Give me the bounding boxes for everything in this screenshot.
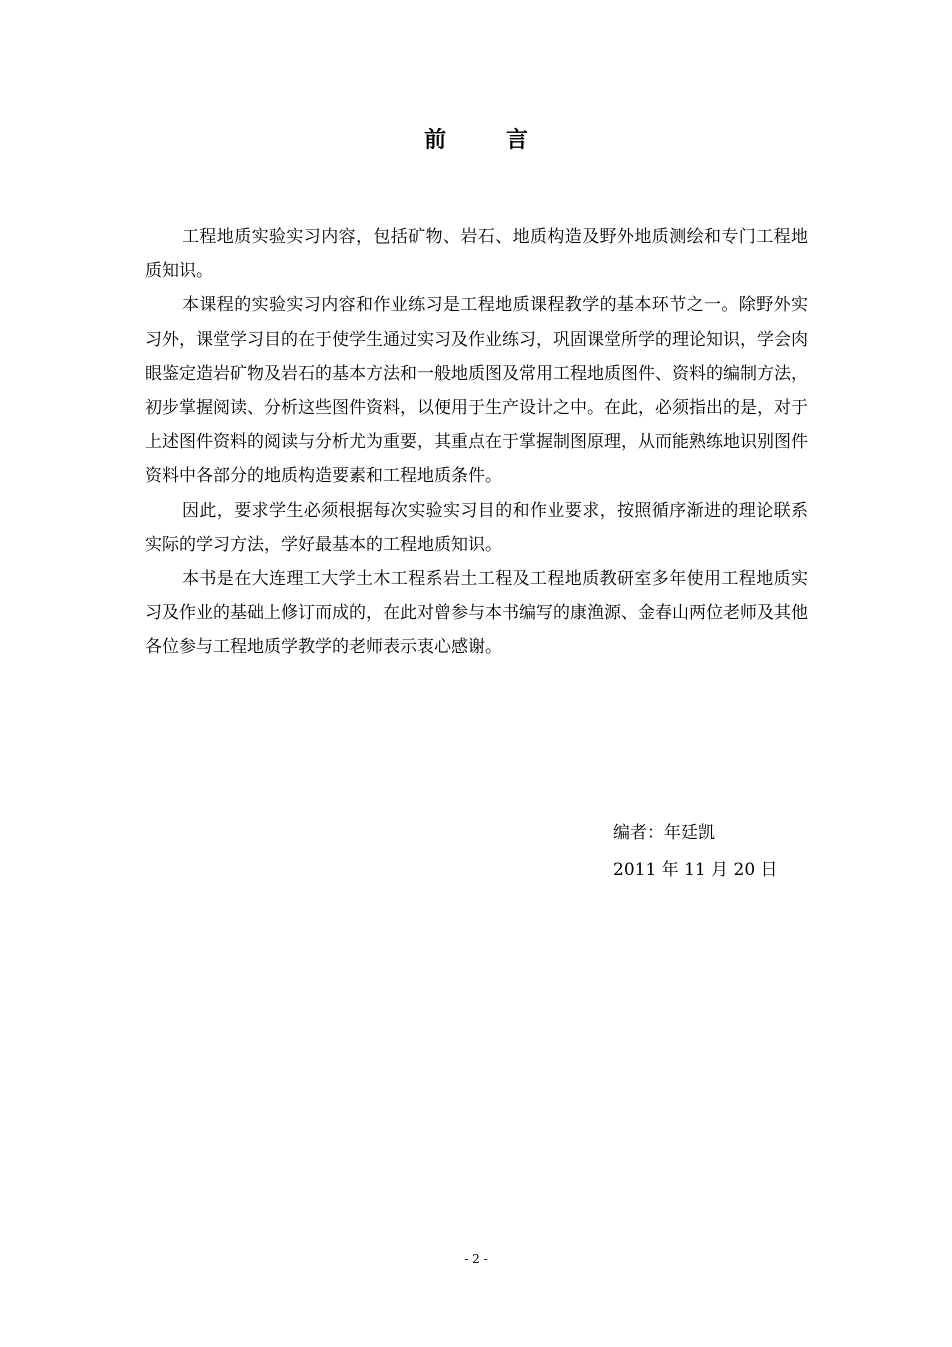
- date-line: 2011 年 11 月 20 日: [613, 860, 778, 880]
- paragraph-2: 本课程的实验实习内容和作业练习是工程地质课程教学的基本环节之一。除野外实习外，课堂学习目的在于使学生通过实习及作业练习，巩固课堂所学的理论知识，学会肉眼鉴定造岩矿物及岩石的基本方法和一般地质图及常用工程地质图件、资料的编制方法，初步掌握阅读、分析这些图件资料，以便用于生产设计之中。在此，必须指出的是，对于上述图件资料的阅读与分析尤为重要，其重点在于掌握制图原理，从而能熟练地识别图件资料中各部分的地质构造要素和工程地质条件。: [145, 295, 808, 487]
- author-line: 编者：年廷凯: [613, 823, 715, 843]
- signature-block: [613, 815, 863, 889]
- preface-body: [145, 220, 808, 665]
- paragraph-1: 工程地质实验实习内容，包括矿物、岩石、地质构造及野外地质测绘和专门工程地质知识。: [145, 227, 808, 282]
- page-title: 前 言: [424, 127, 554, 153]
- paragraph-3: 因此，要求学生必须根据每次实验实习目的和作业要求，按照循序渐进的理论联系实际的学习方法，学好最基本的工程地质知识。: [145, 500, 808, 555]
- page-number: - 2 -: [464, 1252, 488, 1266]
- paragraph-4: 本书是在大连理工大学土木工程系岩土工程及工程地质教研室多年使用工程地质实习及作业的基础上修订而成的，在此对曾参与本书编写的康渔源、金春山两位老师及其他各位参与工程地质学教学的老师表示衷心感谢。: [145, 569, 808, 658]
